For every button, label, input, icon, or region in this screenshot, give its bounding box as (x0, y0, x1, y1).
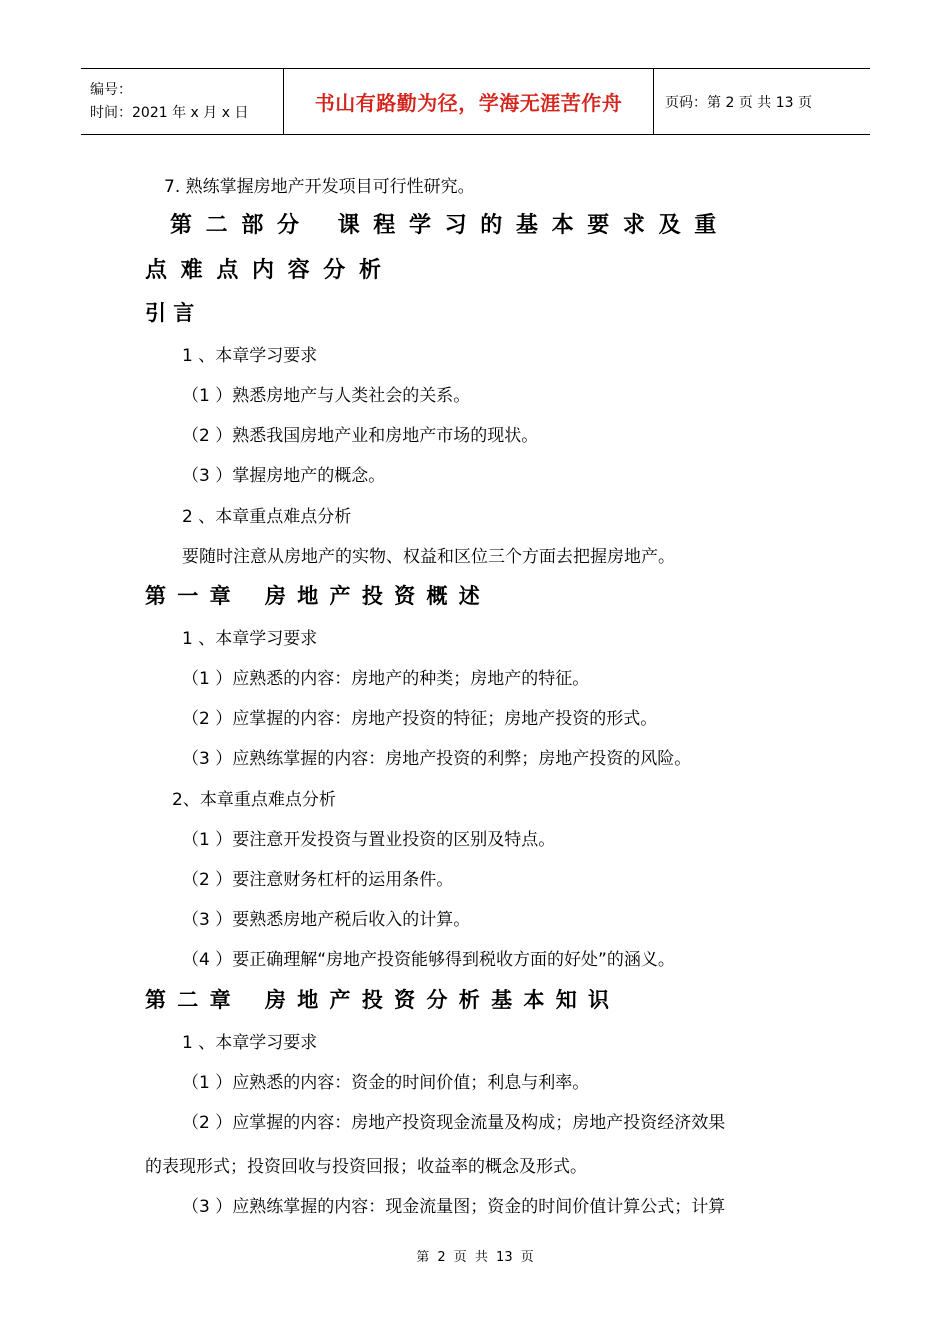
chapter-1-requirement-1: （1 ）应熟悉的内容：房地产的种类；房地产的特征。 (182, 669, 590, 689)
chapter-1-requirements-heading: 1 、本章学习要求 (182, 629, 318, 649)
part-two-title-line-1: 第 二 部 分 课 程 学 习 的 基 本 要 求 及 重 (170, 213, 720, 238)
chapter-2-requirement-1: （1 ）应熟悉的内容：资金的时间价值；利息与利率。 (182, 1073, 590, 1093)
chapter-1-key-point-1: （1 ）要注意开发投资与置业投资的区别及特点。 (182, 830, 556, 850)
chapter-2-requirement-2-line-2: 的表现形式；投资回收与投资回报；收益率的概念及形式。 (145, 1157, 587, 1177)
document-header (81, 68, 870, 135)
chapter-2-requirements-heading: 1 、本章学习要求 (182, 1033, 318, 1053)
intro-requirement-1: （1 ）熟悉房地产与人类社会的关系。 (182, 386, 471, 406)
intro-requirements-heading: 1 、本章学习要求 (182, 346, 318, 366)
part-two-title-line-2: 点 难 点 内 容 分 析 (145, 258, 384, 283)
intro-requirement-3: （3 ）掌握房地产的概念。 (182, 466, 386, 486)
header-meta (81, 69, 283, 134)
intro-key-points-text: 要随时注意从房地产的实物、权益和区位三个方面去把握房地产。 (182, 547, 675, 567)
chapter-1-key-point-3: （3 ）要熟悉房地产税后收入的计算。 (182, 910, 471, 930)
chapter-1-key-points-heading: 2、本章重点难点分析 (172, 790, 336, 810)
intro-heading: 引 言 (145, 301, 195, 325)
document-date: 时间：2021 年 x 月 x 日 (90, 104, 249, 121)
chapter-2-requirement-2-line-1: （2 ）应掌握的内容：房地产投资现金流量及构成；房地产投资经济效果 (182, 1113, 726, 1133)
chapter-1-requirement-2: （2 ）应掌握的内容：房地产投资的特征；房地产投资的形式。 (182, 709, 658, 729)
chapter-1-key-point-4: （4 ）要正确理解“房地产投资能够得到税收方面的好处”的涵义。 (182, 950, 675, 970)
intro-key-points-heading: 2 、本章重点难点分析 (182, 507, 352, 527)
header-page-info: 页码：第 2 页 共 13 页 (665, 94, 812, 111)
chapter-1-requirement-3: （3 ）应熟练掌握的内容：房地产投资的利弊；房地产投资的风险。 (182, 749, 692, 769)
page-footer: 第 2 页 共 13 页 (416, 1250, 534, 1265)
intro-requirement-2: （2 ）熟悉我国房地产业和房地产市场的现状。 (182, 426, 539, 446)
chapter-1-heading: 第 一 章 房 地 产 投 资 概 述 (145, 584, 482, 608)
chapter-2-requirement-3: （3 ）应熟练掌握的内容：现金流量图；资金的时间价值计算公式；计算 (182, 1197, 726, 1217)
objective-item-7: 7. 熟练掌握房地产开发项目可行性研究。 (164, 177, 475, 197)
chapter-1-key-point-2: （2 ）要注意财务杠杆的运用条件。 (182, 870, 454, 890)
header-motto: 书山有路勤为径，学海无涯苦作舟 (283, 69, 654, 134)
document-number-label: 编号： (90, 81, 132, 98)
chapter-2-heading: 第 二 章 房 地 产 投 资 分 析 基 本 知 识 (145, 988, 612, 1012)
